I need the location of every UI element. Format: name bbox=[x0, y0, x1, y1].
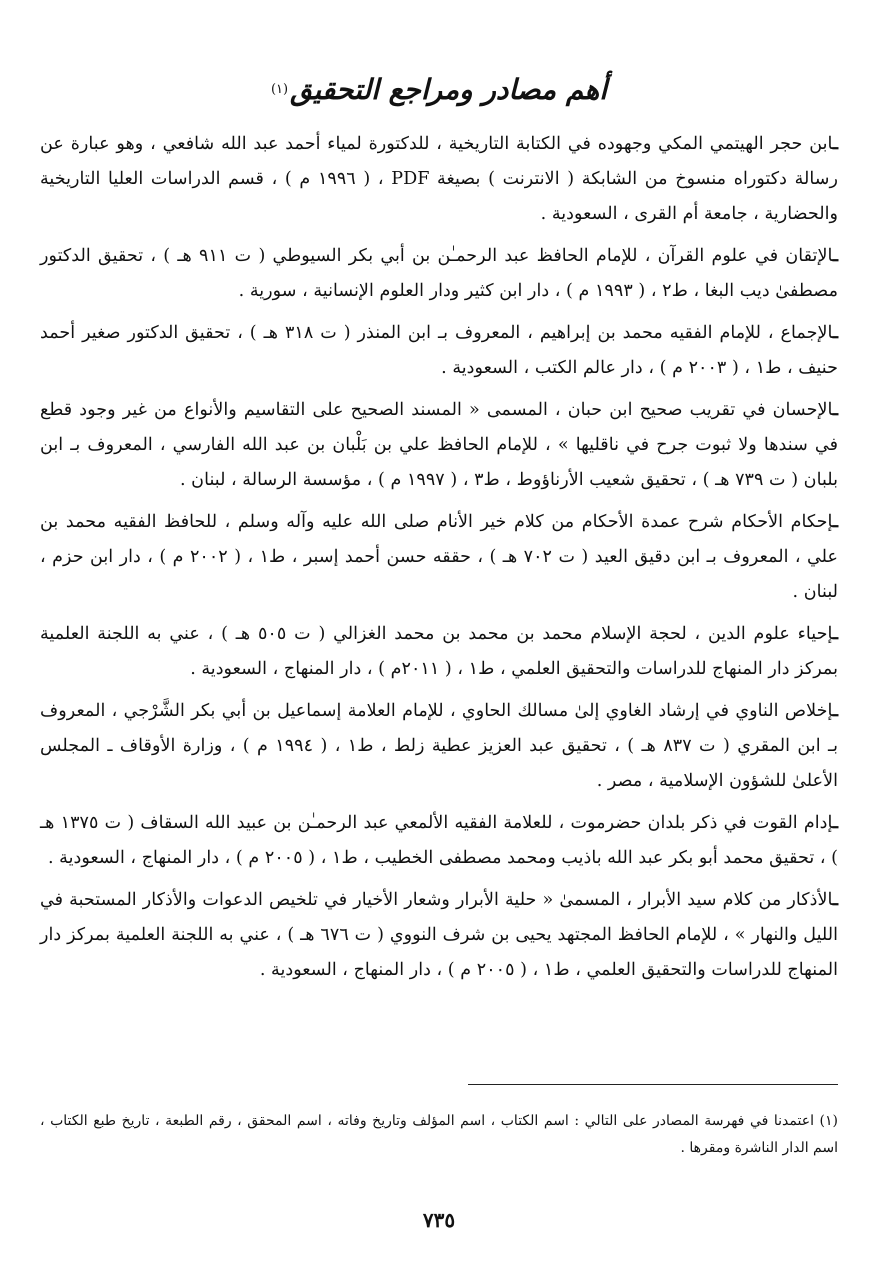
entry-dash: ـ bbox=[832, 889, 838, 910]
entry-text: الإتقان في علوم القرآن ، للإمام الحافظ عبد الرحمـٰن بن أبي بكر السيوطي ( ت ٩١١ هـ ) ، تحقيق الدكتور مصطفىٰ ديب البغا ، ط٢ ، ( ١٩٩٣ م ) ، دار ابن كثير ودار العلوم الإنسانية ، سورية . bbox=[40, 246, 838, 301]
page-title: أهم مصادر ومراجع التحقيق bbox=[290, 73, 608, 106]
reference-entry bbox=[40, 504, 838, 610]
reference-entry bbox=[40, 392, 838, 498]
entry-dash: ـ bbox=[832, 133, 838, 154]
reference-entry bbox=[40, 315, 838, 386]
entry-text: الأذكار من كلام سيد الأبرار ، المسمىٰ « حلية الأبرار وشعار الأخيار في تلخيص الدعوات والأذكار المستحبة في الليل والنهار » ، للإمام الحافظ المجتهد يحيى بن شرف النووي ( ت ٦٧٦ هـ ) ، عني به اللجنة العلمية بمركز دار المنهاج للدراسات والتحقيق العلمي ، ط١ ، ( ٢٠٠٥ م ) ، دار المنهاج ، السعودية . bbox=[40, 890, 838, 980]
document-page bbox=[40, 60, 838, 1240]
reference-entry bbox=[40, 126, 838, 232]
entry-dash: ـ bbox=[832, 700, 838, 721]
title-footnote-marker: (١) bbox=[270, 81, 289, 97]
entry-text: إخلاص الناوي في إرشاد الغاوي إلىٰ مسالك الحاوي ، للإمام العلامة إسماعيل بن أبي بكر الشَّرْجي ، المعروف بـ ابن المقري ( ت ٨٣٧ هـ ) ، تحقيق عبد العزيز عطية زلط ، ط١ ، ( ١٩٩٤ م ) ، وزارة الأوقاف ـ المجلس الأعلىٰ للشؤون الإسلامية ، مصر . bbox=[40, 701, 839, 791]
reference-entry bbox=[40, 238, 838, 309]
entry-dash: ـ bbox=[832, 812, 839, 833]
entry-text: إدام القوت في ذكر بلدان حضرموت ، للعلامة الفقيه الألمعي عبد الرحمـٰن بن عبيد الله السقاف ( ت ١٣٧٥ هـ ) ، تحقيق محمد أبو بكر عبد الله باذيب ومحمد مصطفى الخطيب ، ط١ ، ( ٢٠٠٥ م ) ، دار المنهاج ، السعودية . bbox=[40, 813, 838, 868]
footnote: (١) اعتمدنا في فهرسة المصادر على التالي : اسم الكتاب ، اسم المؤلف وتاريخ وفاته ، اسم المحقق ، رقم الطبعة ، تاريخ طبع الكتاب ، اسم الدار الناشرة ومقرها . bbox=[40, 1113, 838, 1156]
entry-dash: ـ bbox=[832, 399, 838, 420]
entry-text: إحياء علوم الدين ، لحجة الإسلام محمد بن محمد بن محمد الغزالي ( ت ٥٠٥ هـ ) ، عني به اللجنة العلمية بمركز دار المنهاج للدراسات والتحقيق العلمي ، ط١ ، ( ٢٠١١م ) ، دار المنهاج ، السعودية . bbox=[40, 624, 838, 679]
entry-text: إحكام الأحكام شرح عمدة الأحكام من كلام خير الأنام صلى الله عليه وآله وسلم ، للحافظ الفقيه محمد بن علي ، المعروف بـ ابن دقيق العيد ( ت ٧٠٢ هـ ) ، حققه حسن أحمد إسبر ، ط١ ، ( ٢٠٠٢ م ) ، دار ابن حزم ، لبنان . bbox=[40, 512, 838, 602]
reference-entry bbox=[40, 693, 838, 799]
reference-entry bbox=[40, 805, 838, 876]
entry-dash: ـ bbox=[832, 623, 838, 644]
entry-text: الإجماع ، للإمام الفقيه محمد بن إبراهيم ، المعروف بـ ابن المنذر ( ت ٣١٨ هـ ) ، تحقيق الدكتور صغير أحمد حنيف ، ط١ ، ( ٢٠٠٣ م ) ، دار عالم الكتب ، السعودية . bbox=[40, 323, 838, 378]
entry-dash: ـ bbox=[832, 245, 838, 266]
entry-text: الإحسان في تقريب صحيح ابن حبان ، المسمى « المسند الصحيح على التقاسيم والأنواع من غير وجود قطع في سندها ولا ثبوت جرح في ناقليها » ، للإمام الحافظ علي بن بَلْبان بن عبد الله الفارسي ، المعروف بـ ابن بلبان ( ت ٧٣٩ هـ ) ، تحقيق شعيب الأرناؤوط ، ط٣ ، ( ١٩٩٧ م ) ، مؤسسة الرسالة ، لبنان . bbox=[40, 400, 838, 490]
entry-dash: ـ bbox=[832, 322, 838, 343]
reference-entry bbox=[40, 882, 838, 988]
references-list bbox=[40, 126, 838, 988]
page-title-block bbox=[40, 60, 838, 120]
entry-text: ابن حجر الهيتمي المكي وجهوده في الكتابة التاريخية ، للدكتورة لمياء أحمد عبد الله شافعي ، وهو عبارة عن رسالة دكتوراه منسوخ من الشابكة ( الانترنت ) بصيغة PDF ، ( ١٩٩٦ م ) ، قسم الدراسات العليا التاريخية والحضارية ، جامعة أم القرى ، السعودية . bbox=[40, 134, 838, 224]
page-number: ٧٣٥ bbox=[422, 1208, 456, 1232]
footnote-divider bbox=[468, 1084, 838, 1085]
entry-dash: ـ bbox=[832, 511, 838, 532]
reference-entry bbox=[40, 616, 838, 687]
